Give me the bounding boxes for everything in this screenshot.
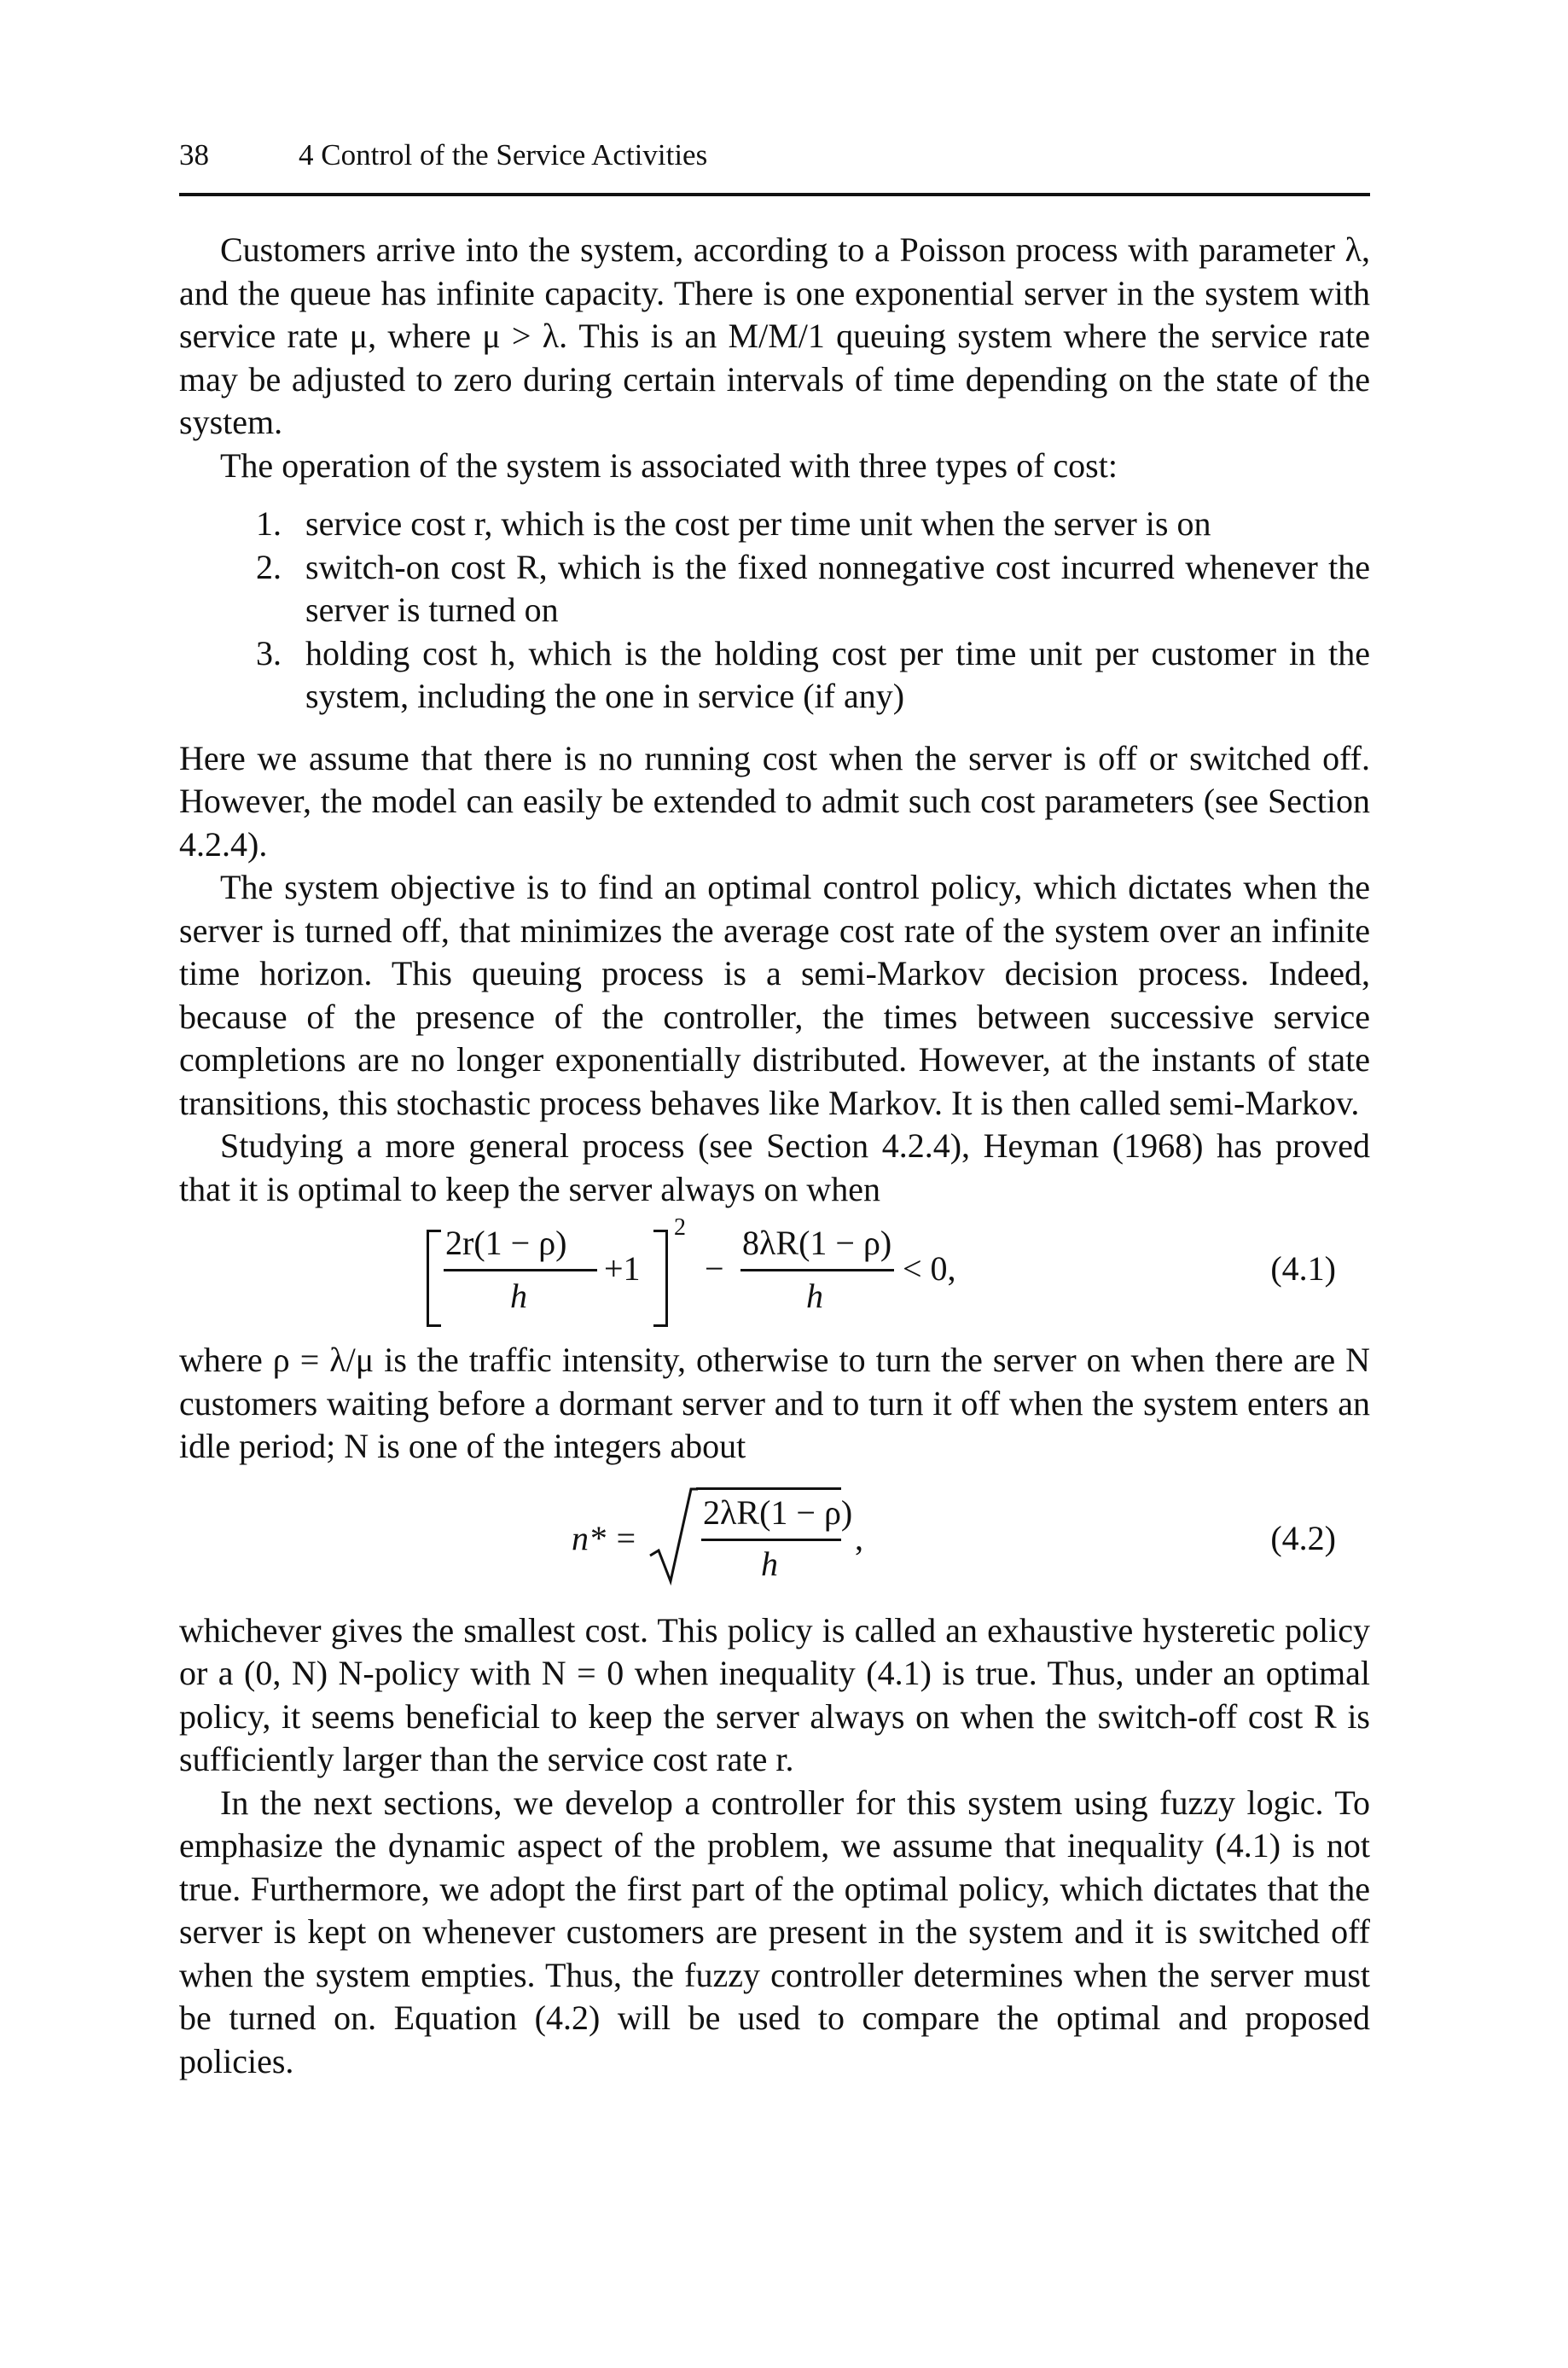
eq2-comma: , [855,1518,863,1557]
eq2-lhs: n* = [572,1518,637,1557]
eq2-denominator: h [761,1544,778,1583]
eq1-relation: < 0, [903,1249,956,1288]
eq1-numerator-2: 8λR(1 − ρ) [742,1224,892,1262]
equation-number-4-2: (4.2) [1270,1518,1336,1557]
list-number: 1. [256,504,282,543]
paragraph-8: In the next sections, we develop a controller for this system using fuzzy logic. To emphasize the dynamic aspect of the problem, we assume that inequality (4.1) is not true. Furthermore, we adopt the first part of the optimal policy, which dictates that the server is kept on whenever customers are present in the system and it is switched off when the system empties. Thus, the fuzzy controller determines when the server must be turned on. Equation (4.2) will be used to compare the optimal and proposed policies. [179,1783,1370,2080]
paragraph-1: Customers arrive into the system, according to a Poisson process with parameter λ, and the queue has infinite capacity. There is one exponential server in the system with service rate μ, where μ > λ. This is an M/M/1 queuing system where the service rate may be adjusted to zero during certain intervals of time depending on the state of the system. [179,230,1370,441]
list-number: 2. [256,547,282,586]
equation-4-1 [179,1211,1370,1339]
equation-number-4-1: (4.1) [1270,1249,1336,1288]
eq1-minus: − [705,1249,724,1288]
paragraph-7: whichever gives the smallest cost. This policy is called an exhaustive hysteretic policy or a (0, N) N-policy with N = 0 when inequality (4.1) is true. Thus, under an optimal policy, it seems beneficial to keep the server always on when the switch-off cost R is sufficiently larger than the service cost rate r. [179,1610,1370,1778]
eq2-numerator: 2λR(1 − ρ) [703,1492,853,1532]
right-bracket [653,1230,668,1327]
chapter-title: 4 Control of the Service Activities [299,138,708,172]
running-header [179,135,1370,196]
paragraph-6: where ρ = λ/μ is the traffic intensity, otherwise to turn the server on when there are N customers waiting before a dormant server and to turn it off when the system enters an idle period; N is one of the integers about [179,1341,1370,1465]
list-text: service cost r, which is the cost per time unit when the server is on [305,504,1211,543]
eq1-numerator-1: 2r(1 − ρ) [445,1224,567,1262]
list-item [179,503,1370,546]
list-item [179,546,1370,632]
paragraph-4: The system objective is to find an optimal control policy, which dictates when the server is turned off, that minimizes the average cost rate of the system over an infinite time horizon. This queuing process is a semi-Markov decision process. Indeed, because of the presence of the controller, the times between successive service completions are no longer exponentially distributed. However, at the instants of state transitions, this stochastic process behaves like Markov. It is then called semi-Markov. [179,868,1370,1122]
paragraph-5: Studying a more general process (see Section 4.2.4), Heyman (1968) has proved that it is optimal to keep the server always on when [179,1126,1370,1208]
list-text: holding cost h, which is the holding cost per time unit per customer in the system, including the one in service (if any) [305,633,1370,715]
paragraph-2: The operation of the system is associated with three types of cost: [220,445,1118,485]
list-number: 3. [256,633,282,672]
page-number: 38 [179,138,209,172]
eq1-denominator-1: h [510,1277,527,1315]
paragraph-3: Here we assume that there is no running cost when the server is off or switched off. However, the model can easily be extended to admit such cost parameters (see Section 4.2.4). [179,738,1370,864]
eq1-exponent: 2 [674,1214,686,1241]
cost-list [179,503,1370,719]
radical-sign [647,1486,698,1588]
left-bracket [427,1230,441,1327]
eq1-plus-one: +1 [604,1249,641,1288]
eq2-fraction-bar [701,1539,841,1541]
equation-4-2 [179,1469,1370,1609]
eq1-denominator-2: h [806,1277,823,1315]
eq1-fraction-bar-1 [444,1269,597,1271]
list-item [179,632,1370,719]
radical-overline [696,1487,841,1490]
list-text: switch-on cost R, which is the fixed nonnegative cost incurred whenever the server is turned on [305,547,1370,629]
body-text [179,229,1370,2083]
eq1-fraction-bar-2 [740,1269,894,1271]
